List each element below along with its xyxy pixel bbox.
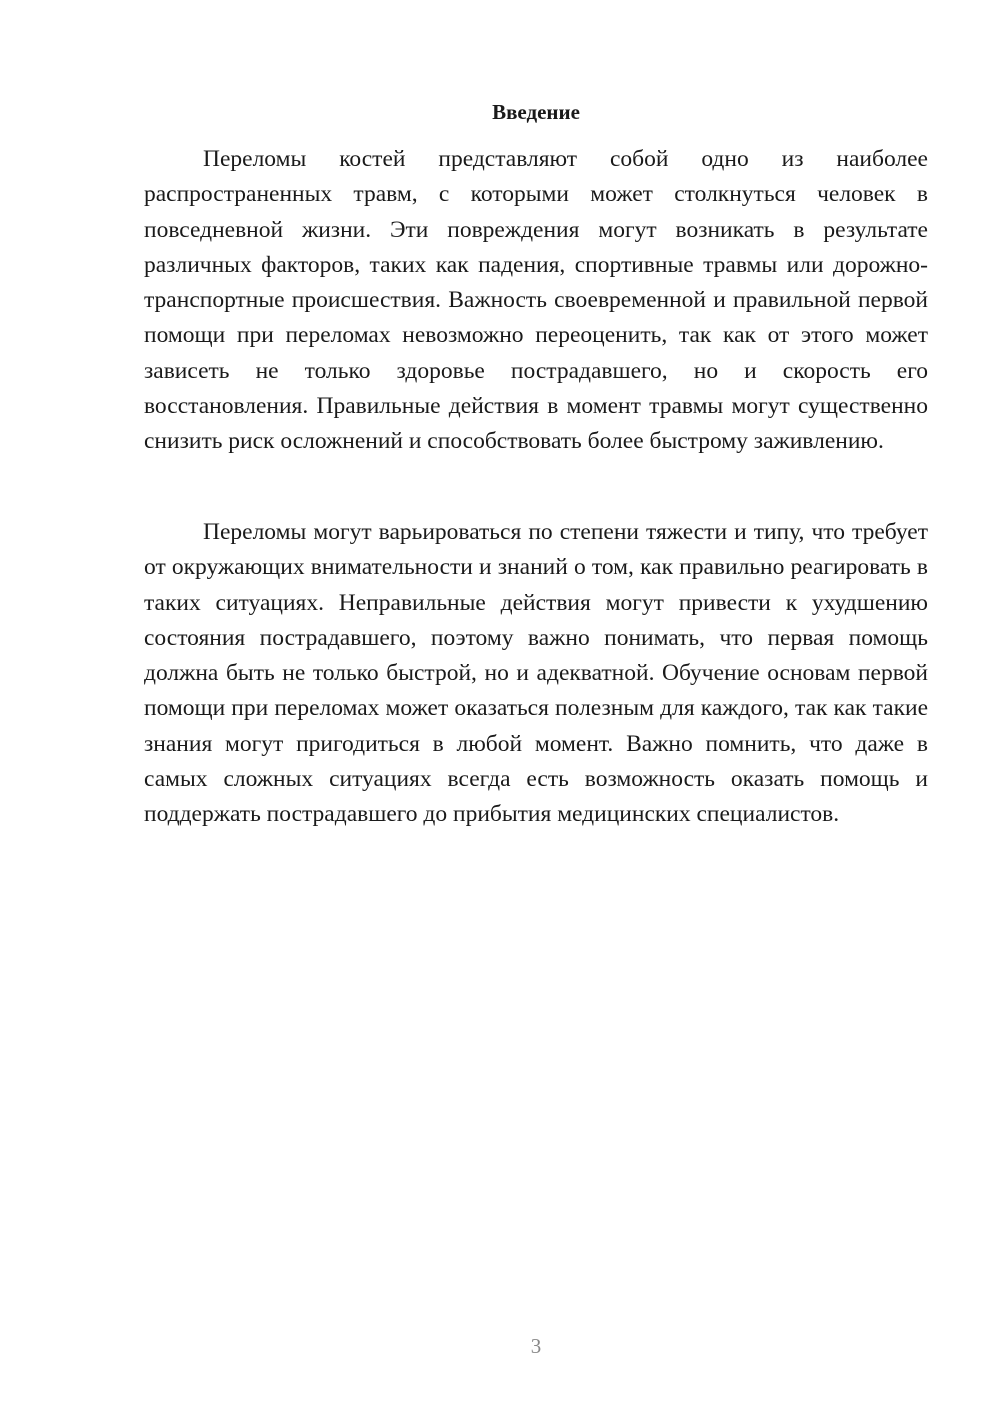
paragraph-intro: Переломы костей представляют собой одно из наиболее распространенных травм, с которыми может столкнуться человек в повседневной жизни. Эти повреждения могут возникать в результате различных факторов, таких как падения, спортивные травмы или дорожно-транспортные происшествия. Важность своевременной и правильной первой помощи при переломах невозможно переоценить, так как от этого может зависеть не только здоровье пострадавшего, но и скорость его восстановления. Правильные действия в момент травмы могут существенно снизить риск осложнений и способствовать более быстрому заживлению. (144, 146, 928, 455)
section-heading: Введение (492, 100, 580, 124)
paragraph-types: Переломы могут варьироваться по степени тяжести и типу, что требует от окружающих внимательности и знаний о том, как правильно реагировать в таких ситуациях. Неправильные действия могут привести к ухудшению состояния пострадавшего, поэтому важно понимать, что первая помощь должна быть не только быстрой, но и адекватной. Обучение основам первой помощи при переломах может оказаться полезным для каждого, так как такие знания могут пригодиться в любой момент. Важно помнить, что даже в самых сложных ситуациях всегда есть возможность оказать помощь и поддержать пострадавшего до прибытия медицинских специалистов. (144, 519, 928, 828)
page-number: 3 (530, 1334, 542, 1358)
